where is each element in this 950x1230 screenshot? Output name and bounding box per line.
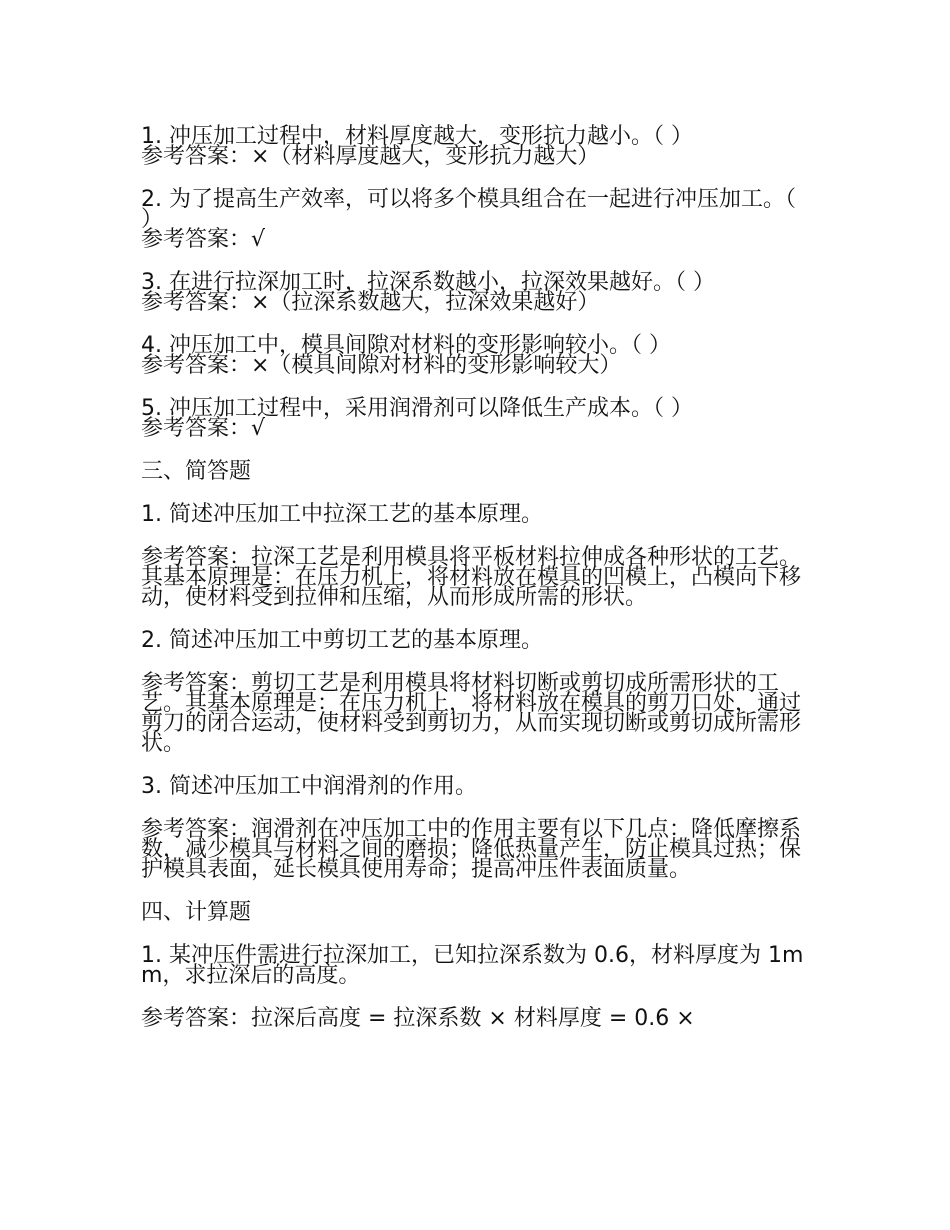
short-answer-answer xyxy=(141,817,813,882)
answer-text: 参考答案：×（拉深系数越大，拉深效果越好） xyxy=(141,290,600,315)
short-answer-question xyxy=(141,628,813,653)
judgement-item xyxy=(141,333,813,378)
judgement-item xyxy=(141,270,813,315)
answer-text: 参考答案：×（材料厚度越大，变形抗力越大） xyxy=(141,144,600,169)
question-text: 4. 冲压加工中，模具间隙对材料的变形影响较小。（ ） xyxy=(141,333,671,358)
answer-text: 参考答案：×（模具间隙对材料的变形影响较大） xyxy=(141,353,622,378)
judgement-item xyxy=(141,187,813,252)
answer-text: 参考答案：拉深后高度 = 拉深系数 × 材料厚度 = 0.6 × xyxy=(141,1006,695,1031)
answer-text: 参考答案：剪切工艺是利用模具将材料切断或剪切成所需形状的工艺。其基本原理是：在压力机上，将材料放在模具的剪刀口处，通过剪刀的闭合运动，使材料受到剪切力，从而实现切断或剪切成所需形状。 xyxy=(141,671,802,756)
section-heading-calculation: 四、计算题 xyxy=(141,900,252,925)
calculation-answer xyxy=(141,1006,813,1031)
calculation-question xyxy=(141,943,813,988)
question-text: 1. 简述冲压加工中拉深工艺的基本原理。 xyxy=(141,502,543,527)
judgement-item xyxy=(141,124,813,169)
answer-text: 参考答案：√ xyxy=(141,227,266,252)
short-answer-question xyxy=(141,774,813,799)
document-content xyxy=(141,124,813,1052)
short-answer-question xyxy=(141,502,813,527)
short-answer-answer xyxy=(141,545,813,610)
short-answer-answer xyxy=(141,671,813,756)
question-text: 5. 冲压加工过程中，采用润滑剂可以降低生产成本。（ ） xyxy=(141,396,693,421)
answer-text: 参考答案：润滑剂在冲压加工中的作用主要有以下几点：降低摩擦系数，减少模具与材料之间的磨损；降低热量产生，防止模具过热；保护模具表面，延长模具使用寿命；提高冲压件表面质量。 xyxy=(141,817,802,882)
answer-text: 参考答案：拉深工艺是利用模具将平板材料拉伸成各种形状的工艺。其基本原理是：在压力机上，将材料放在模具的凹模上，凸模向下移动，使材料受到拉伸和压缩，从而形成所需的形状。 xyxy=(141,545,802,610)
question-text: 2. 为了提高生产效率，可以将多个模具组合在一起进行冲压加工。（ ） xyxy=(141,187,796,232)
question-text: 1. 某冲压件需进行拉深加工，已知拉深系数为 0.6，材料厚度为 1mm，求拉深后的高度。 xyxy=(141,943,804,988)
question-text: 1. 冲压加工过程中，材料厚度越大，变形抗力越小。（ ） xyxy=(141,124,693,149)
section-heading-short-answer: 三、简答题 xyxy=(141,459,252,484)
question-text: 2. 简述冲压加工中剪切工艺的基本原理。 xyxy=(141,628,543,653)
answer-text: 参考答案：√ xyxy=(141,416,266,441)
question-text: 3. 简述冲压加工中润滑剂的作用。 xyxy=(141,774,477,799)
question-text: 3. 在进行拉深加工时，拉深系数越小，拉深效果越好。（ ） xyxy=(141,270,715,295)
judgement-item xyxy=(141,396,813,441)
